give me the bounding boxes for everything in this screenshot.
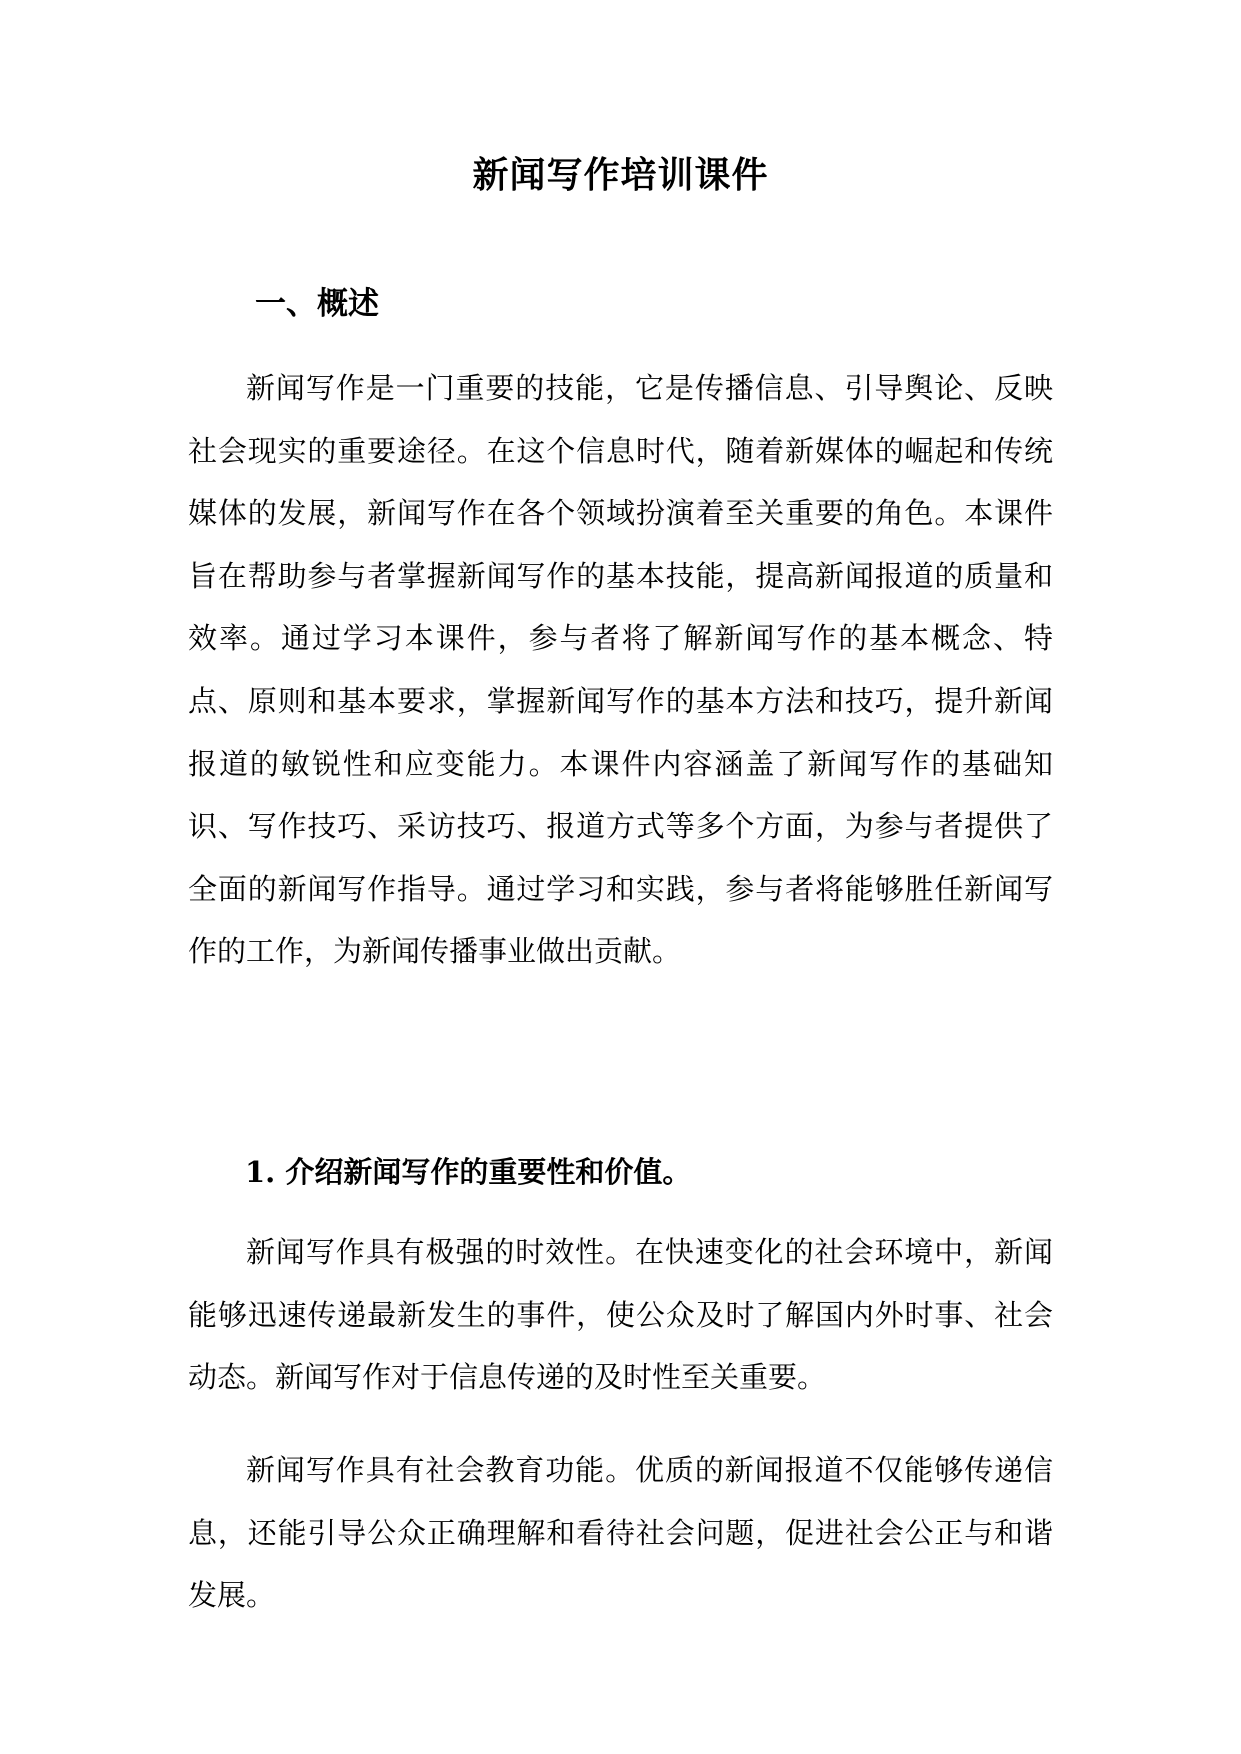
- overview-paragraph: 新闻写作是一门重要的技能，它是传播信息、引导舆论、反映社会现实的重要途径。在这个信息时代，随着新媒体的崛起和传统媒体的发展，新闻写作在各个领域扮演着至关重要的角色。本课件旨在帮助参与者掌握新闻写作的基本技能，提高新闻报道的质量和效率。通过学习本课件，参与者将了解新闻写作的基本概念、特点、原则和基本要求，掌握新闻写作的基本方法和技巧，提升新闻报道的敏锐性和应变能力。本课件内容涵盖了新闻写作的基础知识、写作技巧、采访技巧、报道方式等多个方面，为参与者提供了全面的新闻写作指导。通过学习和实践，参与者将能够胜任新闻写作的工作，为新闻传播事业做出贡献。: [188, 371, 1053, 969]
- section-heading-overview: 一、概述: [255, 286, 379, 322]
- subsection-heading-importance: 1. 介绍新闻写作的重要性和价值。: [245, 1155, 692, 1189]
- document-title: 新闻写作培训课件: [472, 154, 769, 196]
- importance-paragraph-education: 新闻写作具有社会教育功能。优质的新闻报道不仅能够传递信息，还能引导公众正确理解和看待社会问题，促进社会公正与和谐发展。: [188, 1453, 1053, 1613]
- importance-paragraph-timeliness: 新闻写作具有极强的时效性。在快速变化的社会环境中，新闻能够迅速传递最新发生的事件，使公众及时了解国内外时事、社会动态。新闻写作对于信息传递的及时性至关重要。: [188, 1235, 1053, 1395]
